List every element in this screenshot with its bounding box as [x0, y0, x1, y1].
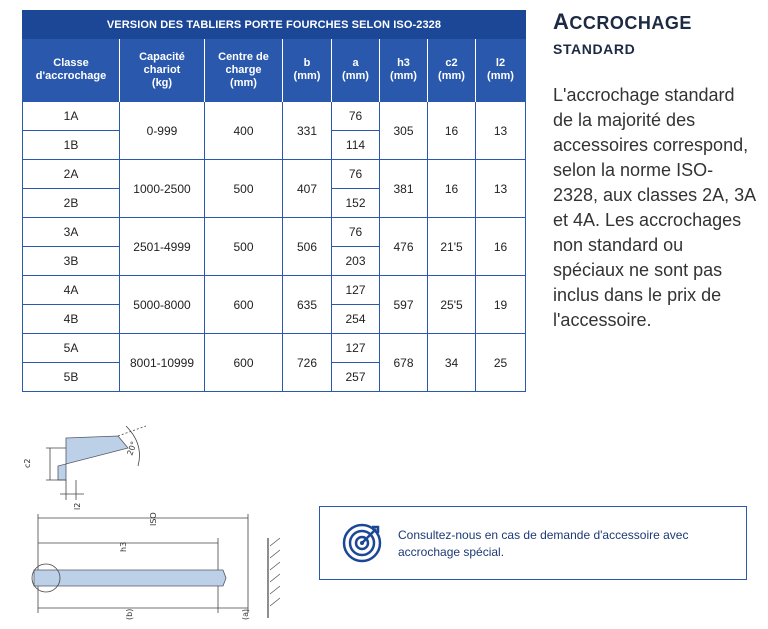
label-angle: 20° [125, 440, 139, 457]
load-center-cell: 500 [205, 218, 283, 276]
table-header-cell: c2 (mm) [428, 39, 476, 102]
load-center-cell: 400 [205, 102, 283, 160]
table-row [23, 102, 526, 131]
h3-cell: 597 [380, 276, 428, 334]
class-cell: 2A [23, 160, 120, 189]
class-cell: 1B [23, 131, 120, 160]
table-header-cell: a (mm) [332, 39, 380, 102]
table-title: VERSION DES TABLIERS PORTE FOURCHES SELON ISO-2328 [23, 11, 526, 39]
c2-cell: 21'5 [428, 218, 476, 276]
a-cell: 76 [332, 160, 380, 189]
class-cell: 4B [23, 305, 120, 334]
section-title [553, 10, 758, 35]
iso-table-container [22, 10, 525, 392]
c2-cell: 16 [428, 160, 476, 218]
b-cell: 407 [283, 160, 332, 218]
a-cell: 76 [332, 218, 380, 247]
description-panel [553, 10, 758, 333]
label-b: (b) [125, 608, 134, 620]
table-header-cell: l2 (mm) [476, 39, 526, 102]
h3-cell: 305 [380, 102, 428, 160]
class-cell: 3A [23, 218, 120, 247]
a-cell: 152 [332, 189, 380, 218]
a-cell: 257 [332, 363, 380, 392]
iso-2328-table [22, 10, 526, 392]
section-title-initial: A [553, 9, 570, 34]
label-h3: h3 [119, 541, 128, 552]
c2-cell: 16 [428, 102, 476, 160]
class-cell: 3B [23, 247, 120, 276]
a-cell: 127 [332, 276, 380, 305]
b-cell: 726 [283, 334, 332, 392]
section-body: L'accrochage standard de la majorité des accessoires correspond, selon la norme ISO-2328, aux classes 2A, 3A et 4A. Les accrochages non standard ou spéciaux ne sont pas inclus dans le prix de l'accessoire. [553, 85, 756, 330]
table-header-cell: Classe d'accrochage [23, 39, 120, 102]
table-row [23, 276, 526, 305]
table-header-row [23, 39, 526, 102]
b-cell: 506 [283, 218, 332, 276]
b-cell: 635 [283, 276, 332, 334]
table-header-cell: Capacité chariot (kg) [120, 39, 205, 102]
table-header-cell: Centre de charge (mm) [205, 39, 283, 102]
target-icon [342, 523, 382, 563]
a-cell: 114 [332, 131, 380, 160]
a-cell: 76 [332, 102, 380, 131]
special-hook-notice [319, 506, 747, 580]
notice-text: Consultez-nous en cas de demande d'accessoire avec accrochage spécial. [398, 528, 689, 559]
table-row [23, 160, 526, 189]
l2-cell: 25 [476, 334, 526, 392]
l2-cell: 16 [476, 218, 526, 276]
load-center-cell: 500 [205, 160, 283, 218]
c2-cell: 34 [428, 334, 476, 392]
capacity-cell: 8001-10999 [120, 334, 205, 392]
section-title-rest: CCROCHAGE [569, 13, 692, 33]
label-c2: c2 [23, 458, 32, 468]
l2-cell: 19 [476, 276, 526, 334]
class-cell: 4A [23, 276, 120, 305]
b-cell: 331 [283, 102, 332, 160]
l2-cell: 13 [476, 102, 526, 160]
table-row [23, 218, 526, 247]
a-cell: 203 [332, 247, 380, 276]
table-header-cell: b (mm) [283, 39, 332, 102]
capacity-cell: 1000-2500 [120, 160, 205, 218]
class-cell: 5A [23, 334, 120, 363]
label-l2: l2 [73, 502, 82, 510]
table-body [23, 102, 526, 392]
class-cell: 1A [23, 102, 120, 131]
l2-cell: 13 [476, 160, 526, 218]
class-cell: 5B [23, 363, 120, 392]
a-cell: 127 [332, 334, 380, 363]
load-center-cell: 600 [205, 276, 283, 334]
label-a: (a) [241, 608, 250, 620]
fork-carriage-drawing [18, 418, 308, 623]
section-subtitle: STANDARD [553, 41, 636, 57]
load-center-cell: 600 [205, 334, 283, 392]
table-row [23, 334, 526, 363]
label-iso: ISO [149, 512, 158, 526]
h3-cell: 381 [380, 160, 428, 218]
c2-cell: 25'5 [428, 276, 476, 334]
capacity-cell: 5000-8000 [120, 276, 205, 334]
a-cell: 254 [332, 305, 380, 334]
capacity-cell: 0-999 [120, 102, 205, 160]
capacity-cell: 2501-4999 [120, 218, 205, 276]
h3-cell: 678 [380, 334, 428, 392]
h3-cell: 476 [380, 218, 428, 276]
table-header-cell: h3 (mm) [380, 39, 428, 102]
class-cell: 2B [23, 189, 120, 218]
